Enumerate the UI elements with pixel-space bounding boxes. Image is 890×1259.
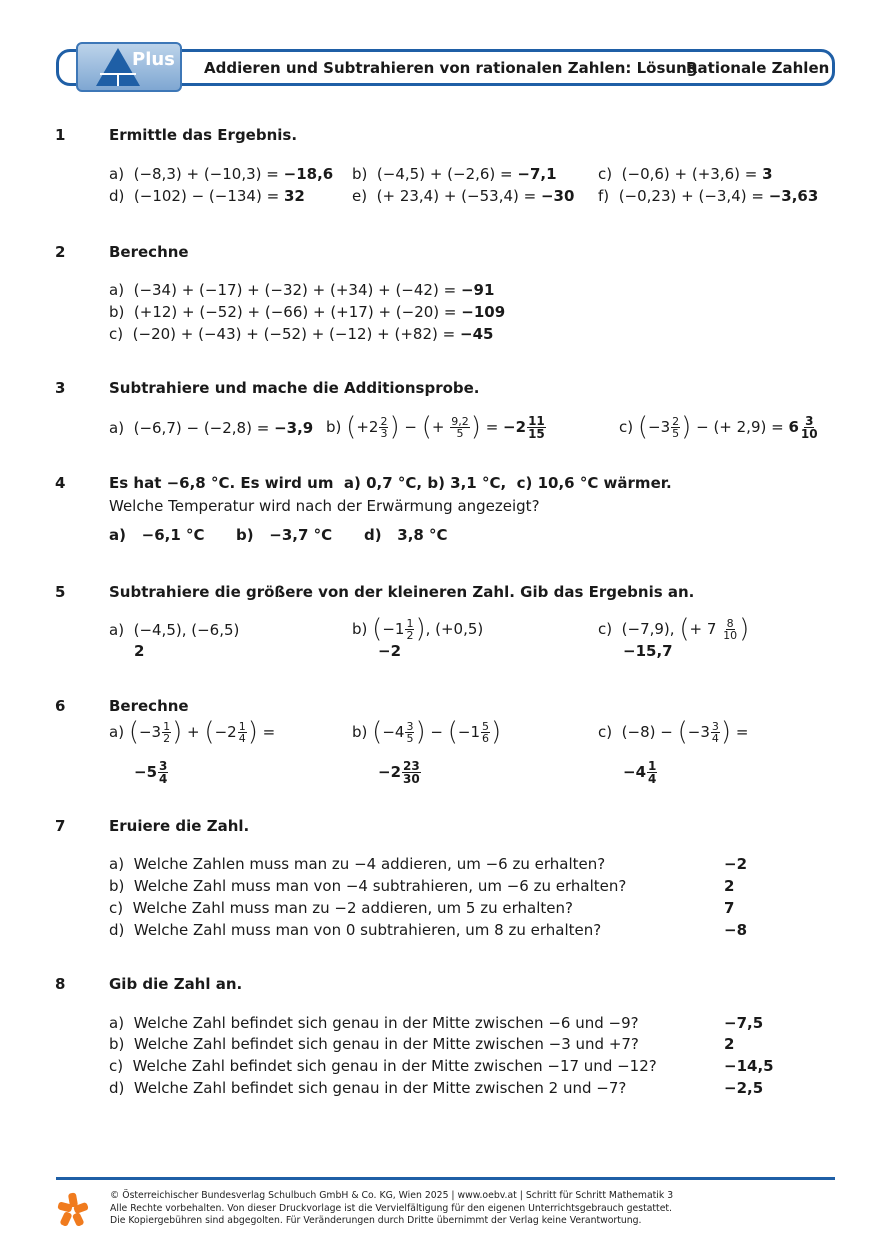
footer-line-1: © Österreichischer Bundesverlag Schulbuch GmbH & Co. KG, Wien 2025 | www.oebv.at | Schritt für Schritt Mathematik 3 — [110, 1190, 674, 1201]
footer-divider — [56, 1177, 835, 1180]
footer-line-2: Alle Rechte vorbehalten. Von dieser Druckvorlage ist die Vervielfältigung für den eigenen Unterrichtsgebrauch gestattet. — [110, 1202, 673, 1214]
subject-label: Rationale Zahlen — [686, 59, 830, 77]
task-title: Gib die Zahl an. — [109, 975, 243, 993]
answer: −14,5 — [724, 1057, 774, 1075]
exercise-item: b) (−4,5) + (−2,6) = −7,1 — [352, 165, 557, 183]
exercise-item: c) ( −3 $\frac{2}{5}$ ) − (+ 2,9) = 6 $\frac{3}{10}$ — [619, 412, 818, 442]
answer: 7 — [724, 899, 735, 917]
result: −4 $\frac{1}{4}$ — [623, 758, 657, 786]
exercise-item: a) (−34) + (−17) + (−32) + (+34) + (−42) = −91 — [109, 281, 495, 299]
exercise-item: f) (−0,23) + (−3,4) = −3,63 — [598, 187, 819, 205]
question-item: c) Welche Zahl befindet sich genau in der Mitte zwischen −17 und −12? — [109, 1057, 657, 1075]
exercise-item: c) (−0,6) + (+3,6) = 3 — [598, 165, 773, 183]
result: −2 $\frac{23}{30}$ — [378, 758, 420, 786]
result: −15,7 — [623, 642, 673, 660]
exercise-item: b) ( −1 $\frac{1}{2}$ ) , (+0,5) — [352, 614, 484, 644]
exercise-item: b) ( +2 $\frac{2}{3}$ ) − ( + $\frac{9,2}{5}$ ) = −2 $\frac{11}{15}$ — [326, 412, 545, 442]
footer-copyright — [110, 1190, 673, 1228]
task-title: Subtrahiere die größere von der kleineren Zahl. Gib das Ergebnis an. — [109, 583, 695, 601]
task-number: 6 — [55, 697, 66, 715]
plus-logo — [76, 42, 182, 92]
exercise-item: a) (−8,3) + (−10,3) = −18,6 — [109, 165, 334, 183]
exercise-item: a) ( −3 $\frac{1}{2}$ ) + ( −2 $\frac{1}{4}$ ) = — [109, 717, 276, 747]
page-title: Addieren und Subtrahieren von rationalen Zahlen: Lösung — [204, 59, 698, 77]
exercise-item: b) (+12) + (−52) + (−66) + (+17) + (−20) = −109 — [109, 303, 506, 321]
question-item: c) Welche Zahl muss man zu −2 addieren, um 5 zu erhalten? — [109, 899, 573, 917]
exercise-item: d) (−102) − (−134) = 32 — [109, 187, 305, 205]
question-item: d) Welche Zahl muss man von 0 subtrahieren, um 8 zu erhalten? — [109, 921, 602, 939]
answer: 2 — [724, 877, 735, 895]
task-title: Berechne — [109, 697, 189, 715]
result: −5 $\frac{3}{4}$ — [134, 758, 168, 786]
task-number: 1 — [55, 126, 66, 144]
task-number: 2 — [55, 243, 66, 261]
task-number: 7 — [55, 817, 66, 835]
exercise-item: a) (−6,7) − (−2,8) = −3,9 — [109, 419, 314, 437]
task-number: 4 — [55, 474, 66, 492]
question-item: d) Welche Zahl befindet sich genau in der Mitte zwischen 2 und −7? — [109, 1079, 627, 1097]
task-title: Subtrahiere und mache die Additionsprobe. — [109, 379, 480, 397]
exercise-item: c) (−20) + (−43) + (−52) + (−12) + (+82) = −45 — [109, 325, 494, 343]
result: 2 — [134, 642, 145, 660]
task-question: Welche Temperatur wird nach der Erwärmung angezeigt? — [109, 497, 540, 515]
answer: a) −6,1 °C — [109, 526, 205, 544]
exercise-item: c) (−7,9), ( + 7 $\frac{8}{10}$ ) — [598, 614, 750, 644]
answer: 2 — [724, 1035, 735, 1053]
task-number: 5 — [55, 583, 66, 601]
exercise-item: b) ( −4 $\frac{3}{5}$ ) − ( −1 $\frac{5}{6}$ ) — [352, 717, 502, 747]
logo-label: Plus — [132, 49, 175, 70]
question-item: a) Welche Zahlen muss man zu −4 addieren, um −6 zu erhalten? — [109, 855, 606, 873]
task-number: 8 — [55, 975, 66, 993]
exercise-item: c) (−8) − ( −3 $\frac{3}{4}$ ) = — [598, 717, 749, 747]
answer: −8 — [724, 921, 748, 939]
answer: b) −3,7 °C — [236, 526, 333, 544]
answer: −2 — [724, 855, 748, 873]
task-title: Berechne — [109, 243, 189, 261]
answer: −7,5 — [724, 1014, 764, 1032]
result: −2 — [378, 642, 402, 660]
exercise-item: e) (+ 23,4) + (−53,4) = −30 — [352, 187, 575, 205]
footer-line-3: Die Kopiergebühren sind abgegolten. Für Veränderungen durch Dritte übernimmt der Verlag keine Verantwortung. — [110, 1215, 642, 1226]
task-title: Es hat −6,8 °C. Es wird um a) 0,7 °C, b) 3,1 °C, c) 10,6 °C wärmer. — [109, 474, 672, 492]
task-number: 3 — [55, 379, 66, 397]
question-item: b) Welche Zahl muss man von −4 subtrahieren, um −6 zu erhalten? — [109, 877, 627, 895]
question-item: b) Welche Zahl befindet sich genau in der Mitte zwischen −3 und +7? — [109, 1035, 639, 1053]
task-title: Eruiere die Zahl. — [109, 817, 250, 835]
answer: d) 3,8 °C — [364, 526, 448, 544]
publisher-logo-icon — [56, 1191, 90, 1227]
exercise-item: a) (−4,5), (−6,5) — [109, 621, 240, 639]
task-title: Ermittle das Ergebnis. — [109, 126, 298, 144]
question-item: a) Welche Zahl befindet sich genau in der Mitte zwischen −6 und −9? — [109, 1014, 639, 1032]
answer: −2,5 — [724, 1079, 764, 1097]
